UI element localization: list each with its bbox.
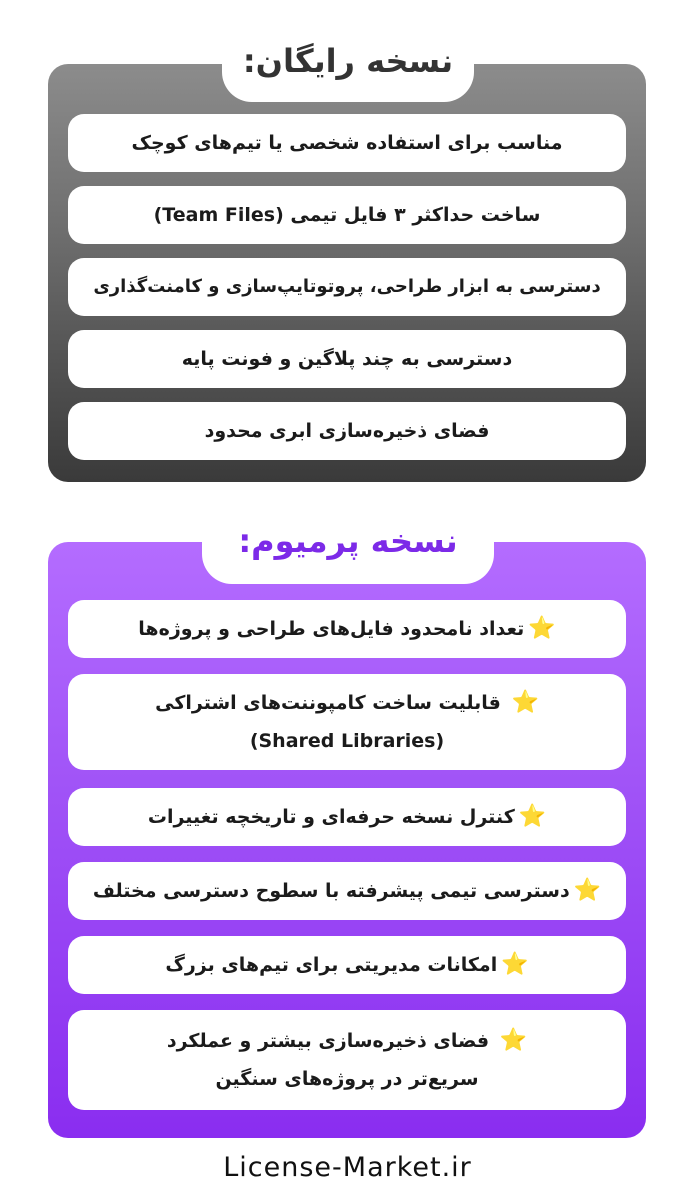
premium-feature-item xyxy=(68,788,626,846)
premium-feature-label: تعداد نامحدود فایل‌های طراحی و پروژه‌ها xyxy=(138,618,525,640)
premium-feature-label: قابلیت ساخت کامپوننت‌های اشتراکی (Shared Libraries) xyxy=(155,692,501,752)
free-feature-item xyxy=(68,402,626,460)
free-feature-item xyxy=(68,330,626,388)
free-feature-label: مناسب برای استفاده شخصی یا تیم‌های کوچک xyxy=(131,132,563,154)
premium-feature-label: کنترل نسخه حرفه‌ای و تاریخچه تغییرات xyxy=(147,806,515,828)
premium-feature-text xyxy=(138,1022,556,1098)
free-feature-label: فضای ذخیره‌سازی ابری محدود xyxy=(204,420,490,442)
premium-feature-item xyxy=(68,674,626,770)
premium-plan-title: نسخه پرمیوم: xyxy=(202,506,494,584)
star-icon: ⭐ xyxy=(573,878,602,903)
free-feature-label: دسترسی به چند پلاگین و فونت پایه xyxy=(181,348,513,370)
premium-feature-item xyxy=(68,862,626,920)
free-feature-item xyxy=(68,114,626,172)
free-feature-item xyxy=(68,186,626,244)
free-plan-title: نسخه رایگان: xyxy=(222,26,474,102)
star-icon: ⭐ xyxy=(499,1028,528,1053)
free-feature-item xyxy=(68,258,626,316)
site-footer[interactable]: License-Market.ir xyxy=(223,1152,472,1183)
premium-feature-item xyxy=(68,600,626,658)
star-icon: ⭐ xyxy=(501,952,529,977)
premium-feature-label: دسترسی تیمی پیشرفته با سطوح دسترسی مختلف xyxy=(92,880,570,902)
premium-feature-item xyxy=(68,936,626,994)
star-icon: ⭐ xyxy=(518,804,547,829)
star-icon: ⭐ xyxy=(511,690,539,715)
free-feature-label: ساخت حداکثر ۳ فایل تیمی (Team Files) xyxy=(153,204,541,226)
free-feature-label: دسترسی به ابزار طراحی، پروتوتایپ‌سازی و کامنت‌گذاری xyxy=(93,276,601,297)
premium-feature-item xyxy=(68,1010,626,1110)
premium-feature-label: فضای ذخیره‌سازی بیشتر و عملکرد سریع‌تر در پروژه‌های سنگین xyxy=(166,1030,490,1090)
star-icon: ⭐ xyxy=(528,616,556,641)
premium-feature-label: امکانات مدیریتی برای تیم‌های بزرگ xyxy=(165,954,498,976)
premium-feature-text xyxy=(128,684,566,760)
